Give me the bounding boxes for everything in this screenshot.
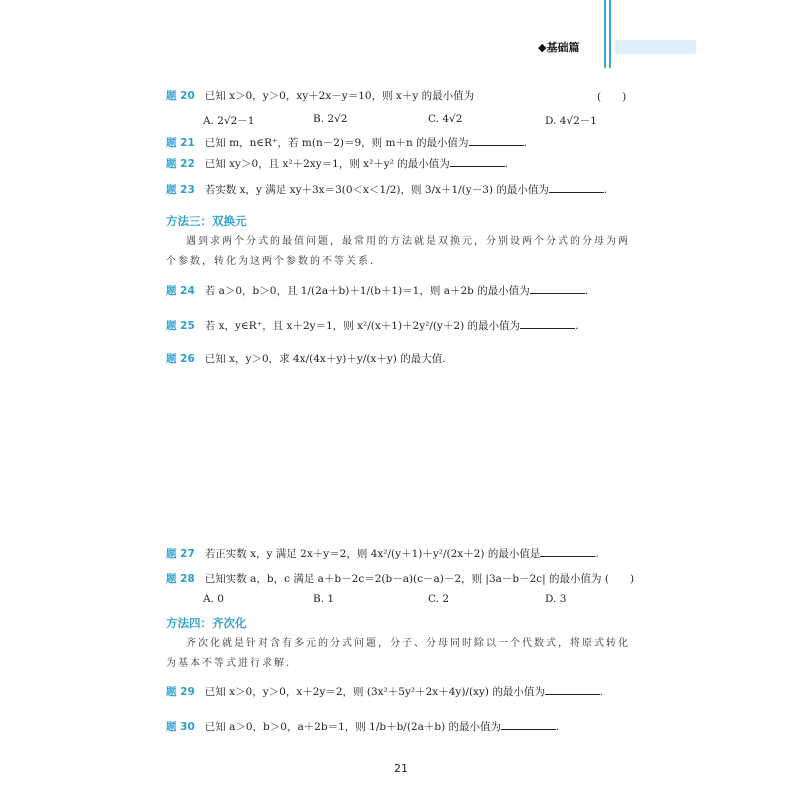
option-d: D. 3 [545,593,567,605]
question-number: 题 21 [166,137,195,149]
question-29 [166,684,603,699]
header-rule-left [604,0,606,68]
page-number: 21 [394,762,408,775]
punctuation: . [575,320,579,332]
question-text: 已知 xy＞0，且 x²＋2xy＝1，则 x²＋y² 的最小值为 [204,158,450,170]
punctuation: . [523,137,527,149]
answer-blank[interactable] [520,318,575,329]
answer-blank[interactable] [501,719,556,730]
section-body-method-3: 遇到求两个分式的最值问题，最常用的方法就是双换元，分别设两个分式的分母为两个参数，转化为这两个参数的不等关系. [166,236,630,267]
question-number: 题 28 [166,573,195,585]
question-22 [166,156,508,171]
question-number: 题 20 [166,90,195,102]
option-a: A. 2√2－1 [203,115,255,127]
answer-bracket: ( ) [597,91,627,103]
punctuation: . [599,686,604,698]
question-20 [166,89,474,103]
question-number: 题 25 [166,320,195,332]
answer-blank[interactable] [549,182,604,193]
question-23 [166,182,607,197]
section-body-method-4: 齐次化就是针对含有多元的分式问题，分子、分母同时除以一个代数式，将原式转化为基本不等式进行求解. [166,638,630,669]
punctuation: . [556,721,560,733]
option-a: A. 0 [203,593,224,605]
answer-blank[interactable] [530,283,585,294]
punctuation: . [595,548,599,560]
option-c: C. 4√2 [428,113,463,125]
question-27 [166,546,599,561]
option-c: C. 2 [428,593,450,605]
question-text: 若 x，y∈R⁺，且 x＋2y＝1，则 x²/(x＋1)＋2y²/(y＋2) 的最小值为 [204,320,521,332]
question-24 [166,283,588,298]
section-title-method-3: 方法三：双换元 [166,214,247,228]
header-band [615,40,696,54]
question-text: 已知 m，n∈R⁺，若 m(n－2)＝9，则 m＋n 的最小值为 [204,137,469,149]
question-26 [166,352,446,366]
question-30 [166,719,559,734]
question-text: 已知实数 a，b，c 满足 a＋b－2c＝2(b－a)(c－a)－2，则 |3a－b－2c| 的最小值为 ( ) [204,573,635,585]
punctuation: . [584,285,589,297]
question-number: 题 23 [166,184,195,196]
section-title-method-4: 方法四：齐次化 [166,616,247,630]
option-d: D. 4√2－1 [545,115,597,127]
question-text: 已知 x＞0，y＞0，x＋2y＝2，则 (3x²＋5y²＋2x＋4y)/(xy) 的最小值为 [204,686,545,698]
answer-blank[interactable] [540,546,595,557]
question-number: 题 29 [166,686,195,698]
question-number: 题 27 [166,548,195,560]
question-28 [166,572,634,586]
answer-blank[interactable] [545,684,600,695]
punctuation: . [504,158,509,170]
answer-blank[interactable] [450,156,505,167]
answer-blank[interactable] [469,135,524,146]
question-number: 题 22 [166,158,195,170]
question-21 [166,135,527,150]
question-text: 已知 x，y＞0，求 4x/(4x＋y)＋y/(x＋y) 的最大值. [204,353,446,365]
question-text: 已知 x＞0，y＞0，xy＋2x－y＝10，则 x＋y 的最小值为 [204,90,475,102]
question-number: 题 26 [166,353,195,365]
option-b: B. 2√2 [313,113,348,125]
option-b: B. 1 [313,593,335,605]
question-text: 若正实数 x，y 满足 2x＋y＝2，则 4x²/(y＋1)＋y²/(2x＋2) 的最小值是 [204,548,541,560]
question-number: 题 30 [166,721,195,733]
question-text: 已知 a＞0，b＞0，a＋2b＝1，则 1/b＋b/(2a＋b) 的最小值为 [204,721,502,733]
question-text: 若实数 x，y 满足 xy＋3x＝3(0＜x＜1/2)，则 3/x＋1/(y－3) 的最小值为 [204,184,549,196]
question-25 [166,318,578,333]
question-text: 若 a＞0，b＞0，且 1/(2a＋b)＋1/(b＋1)＝1，则 a＋2b 的最小值为 [204,285,530,297]
section-header-label: ◆基础篇 [538,41,580,54]
header-rule-right [609,0,611,68]
question-number: 题 24 [166,285,195,297]
punctuation: . [603,184,608,196]
